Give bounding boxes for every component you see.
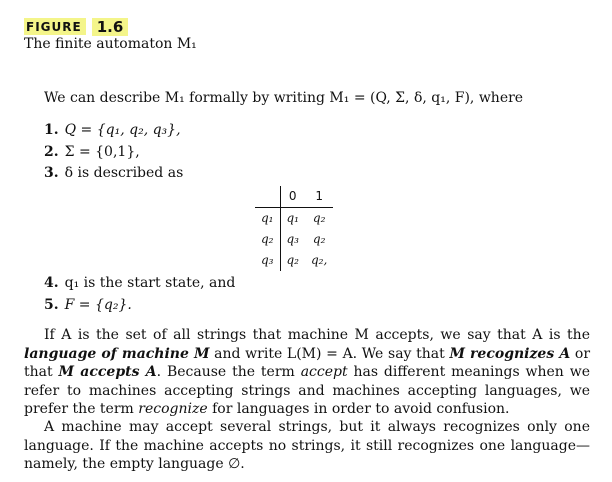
formal-description-intro: We can describe M₁ formally by writing M₁ = (Q, Σ, δ, q₁, F), where xyxy=(44,90,524,106)
figure-number: 1.6 xyxy=(92,18,129,36)
definition-item-transition xyxy=(44,165,183,181)
transition-table xyxy=(255,186,333,271)
definition-item-alphabet xyxy=(44,144,140,160)
state-label: q₁ xyxy=(255,208,280,230)
term-recognizes: M recognizes A xyxy=(449,345,571,362)
item-number: 2. xyxy=(44,144,59,160)
item-number: 4. xyxy=(44,275,59,291)
item-text: Σ = {0,1}, xyxy=(64,144,140,160)
transition-table-header xyxy=(255,186,333,208)
para-text: for languages in order to avoid confusion. xyxy=(207,401,510,417)
corner-cell xyxy=(255,186,280,208)
para-text: and write L(M) = A. We say that xyxy=(209,345,450,362)
item-number: 3. xyxy=(44,165,59,181)
term-accepts: M accepts A xyxy=(58,364,157,380)
item-text: q₁ is the start state, and xyxy=(64,275,236,291)
column-header-0: 0 xyxy=(280,186,305,208)
item-number: 5. xyxy=(44,297,59,313)
definition-item-states xyxy=(44,122,181,138)
transition-on-0: q₃ xyxy=(286,232,299,246)
definition-item-start-state xyxy=(44,275,235,291)
item-text: Q = {q₁, q₂, q₃}, xyxy=(64,122,181,138)
transition-on-1: q₂ xyxy=(312,211,326,225)
term-recognize-italic: recognize xyxy=(138,401,208,417)
para-text: has different meanings when we refer to machines accepting strings and machines accepting languages, we prefer the term xyxy=(24,364,590,417)
table-row xyxy=(255,250,333,271)
para-text: . Because the term xyxy=(156,364,301,380)
state-label: q₃ xyxy=(255,250,280,271)
column-header-1: 1 xyxy=(305,186,333,208)
para-text: If A is the set of all strings that machine M accepts, we say that A is the xyxy=(44,327,590,343)
transition-on-1: q₂ xyxy=(312,232,326,246)
figure-caption: The finite automaton M₁ xyxy=(24,36,197,52)
figure-heading xyxy=(24,16,128,36)
transition-on-1: q₂, xyxy=(311,253,328,267)
paragraph-language-definition xyxy=(24,326,590,419)
state-label: q₂ xyxy=(255,229,280,250)
transition-on-0: q₁ xyxy=(286,211,299,225)
transition-on-0: q₂ xyxy=(286,253,299,267)
term-accept-italic: accept xyxy=(300,364,348,380)
paragraph-empty-language: A machine may accept several strings, but it always recognizes only one language. If the machine accepts no strings, it still recognizes one language—namely, the empty language ∅. xyxy=(24,419,590,472)
item-text: δ is described as xyxy=(64,165,184,181)
table-row xyxy=(255,208,333,230)
item-number: 1. xyxy=(44,122,59,138)
table-row xyxy=(255,229,333,250)
item-text: F = {q₂}. xyxy=(64,297,132,313)
definition-item-accept-states xyxy=(44,297,132,313)
para-text: or that xyxy=(24,345,591,380)
term-language-of-machine: language of machine M xyxy=(24,345,210,362)
figure-label: FIGURE xyxy=(24,18,86,35)
